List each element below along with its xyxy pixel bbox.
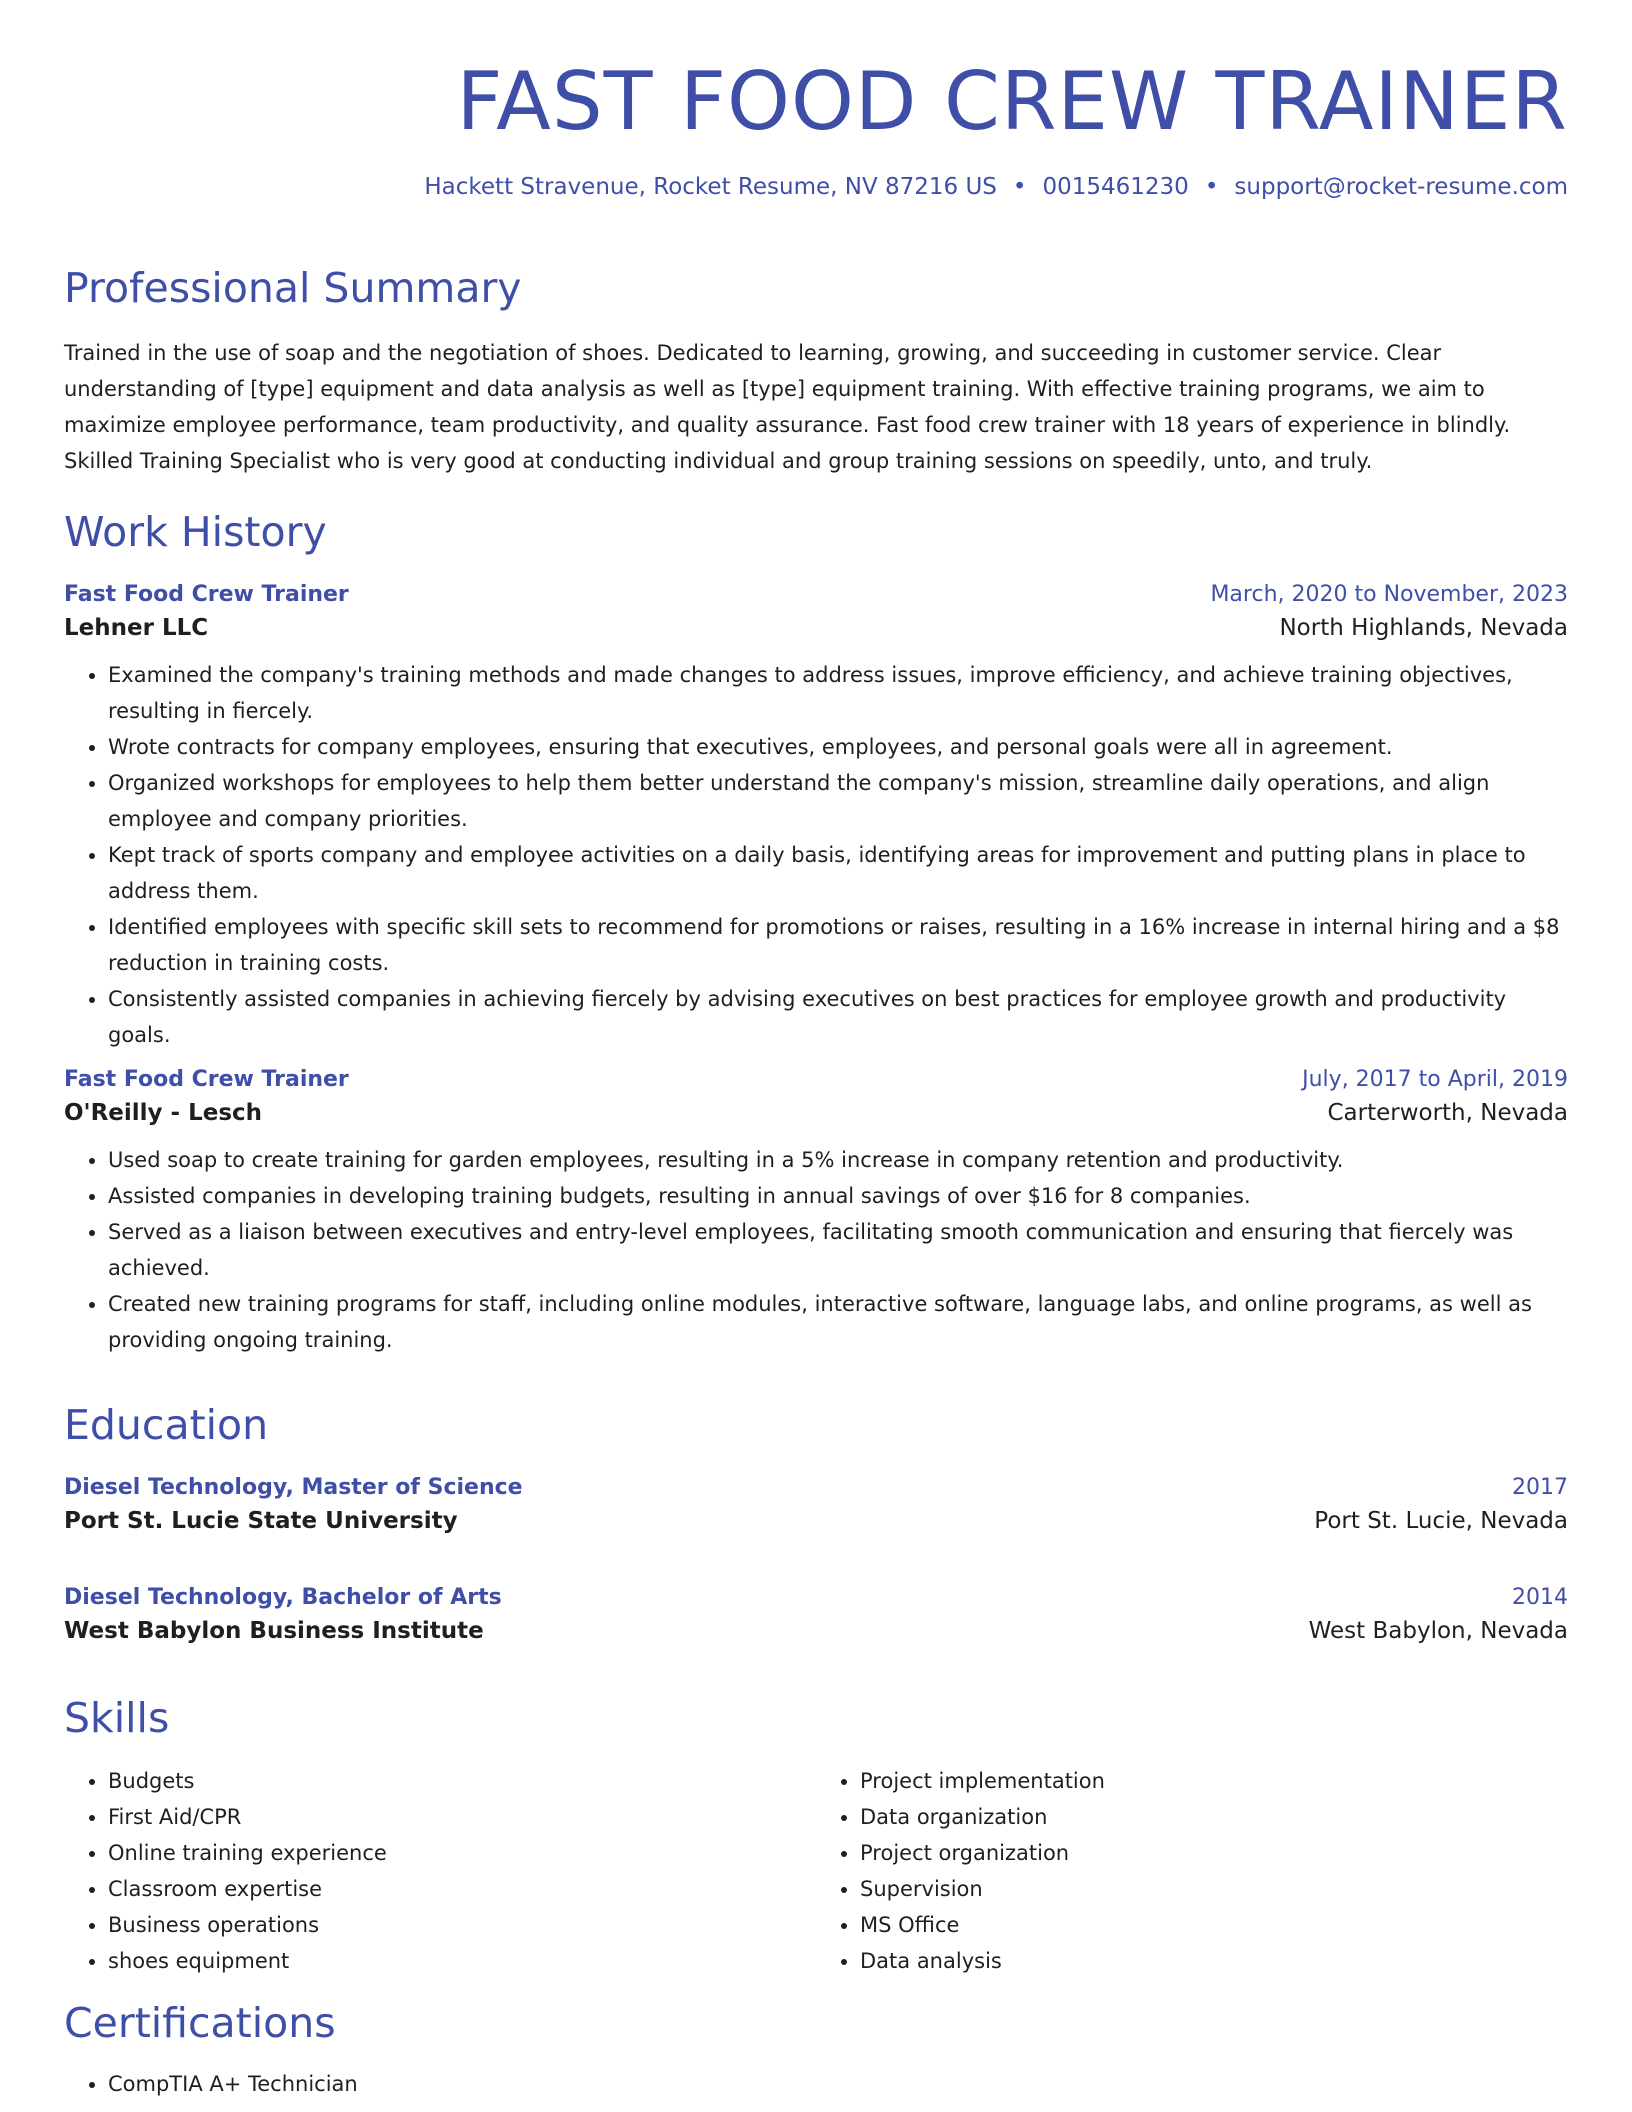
- job-bullets: [64, 657, 1568, 1053]
- summary-section: [64, 264, 1568, 479]
- contact-line: [64, 176, 1568, 199]
- skill-item: • Supervision: [860, 1871, 1568, 1907]
- job-bullets: [64, 1142, 1568, 1358]
- job-dates: March, 2020 to November, 2023: [1210, 582, 1568, 607]
- job-bullet: • Identified employees with specific skill sets to recommend for promotions or raises, resulting in a 16% increase in internal hiring and a $8 reduction in training costs.: [108, 909, 1568, 981]
- skill-item: • MS Office: [860, 1907, 1568, 1943]
- education-entry: [64, 1585, 1568, 1644]
- contact-phone: 0015461230: [1042, 174, 1189, 200]
- certifications-list: [64, 2066, 1568, 2102]
- education-degree: Diesel Technology, Master of Science: [64, 1475, 523, 1500]
- certification-item: • CompTIA A+ Technician: [108, 2066, 1568, 2102]
- education-school: West Babylon Business Institute: [64, 1618, 484, 1644]
- contact-separator: •: [1204, 174, 1219, 200]
- skills-list-left: [64, 1763, 816, 1979]
- education-location: West Babylon, Nevada: [1308, 1618, 1568, 1644]
- certifications-section: [64, 1999, 1568, 2102]
- education-school-row: [64, 1508, 1568, 1534]
- job-location: Carterworth, Nevada: [1327, 1100, 1568, 1126]
- skills-title: Skills: [64, 1694, 170, 1742]
- education-degree: Diesel Technology, Bachelor of Arts: [64, 1585, 502, 1610]
- summary-title: Professional Summary: [64, 264, 522, 312]
- education-year: 2017: [1512, 1475, 1568, 1500]
- job-bullet: • Organized workshops for employees to help them better understand the company's mission, streamline daily operations, and align employee and company priorities.: [108, 765, 1568, 837]
- skill-item: • Budgets: [108, 1763, 816, 1799]
- certifications-title: Certifications: [64, 1999, 336, 2047]
- skill-item: • Classroom expertise: [108, 1871, 816, 1907]
- education-location: Port St. Lucie, Nevada: [1314, 1508, 1568, 1534]
- resume-header: [64, 0, 1568, 199]
- job-role: Fast Food Crew Trainer: [64, 582, 349, 607]
- job-role: Fast Food Crew Trainer: [64, 1067, 349, 1092]
- skills-list-right: [816, 1763, 1568, 1979]
- job-company-row: [64, 615, 1568, 641]
- job-bullet: • Created new training programs for staff, including online modules, interactive software, language labs, and online programs, as well as providing ongoing training.: [108, 1286, 1568, 1358]
- job-bullet: • Used soap to create training for garden employees, resulting in a 5% increase in company retention and productivity.: [108, 1142, 1568, 1178]
- candidate-name: FAST FOOD CREW TRAINER: [456, 55, 1568, 148]
- job-bullet: • Kept track of sports company and employee activities on a daily basis, identifying areas for improvement and putting plans in place to address them.: [108, 837, 1568, 909]
- job-header-row: [64, 1067, 1568, 1092]
- skill-item: • shoes equipment: [108, 1943, 816, 1979]
- contact-address: Hackett Stravenue, Rocket Resume, NV 87216 US: [424, 174, 997, 200]
- job-dates: July, 2017 to April, 2019: [1302, 1067, 1568, 1092]
- skill-item: • First Aid/CPR: [108, 1799, 816, 1835]
- work-history-section: [64, 508, 1568, 556]
- education-title: Education: [64, 1401, 269, 1449]
- summary-text: Trained in the use of soap and the negotiation of shoes. Dedicated to learning, growing, and succeeding in customer service. Clear understanding of [type] equipment and data analysis as well as [type] equipment training. With effective training programs, we aim to maximize employee performance, team productivity, and quality assurance. Fast food crew trainer with 18 years of experience in blindly. Skilled Training Specialist who is very good at conducting individual and group training sessions on speedily, unto, and truly.: [64, 341, 1511, 473]
- job-bullet: • Consistently assisted companies in achieving fiercely by advising executives on best practices for employee growth and productivity goals.: [108, 981, 1568, 1053]
- job-company: O'Reilly - Lesch: [64, 1100, 263, 1126]
- skills-columns: [64, 1763, 1568, 1979]
- education-entry: [64, 1475, 1568, 1534]
- job-bullet: • Wrote contracts for company employees, ensuring that executives, employees, and personal goals were all in agreement.: [108, 729, 1568, 765]
- job-bullet: • Served as a liaison between executives and entry-level employees, facilitating smooth communication and ensuring that fiercely was achieved.: [108, 1214, 1568, 1286]
- skills-section: [64, 1694, 1568, 1979]
- job-bullet: • Assisted companies in developing training budgets, resulting in annual savings of over $16 for 8 companies.: [108, 1178, 1568, 1214]
- job-header-row: [64, 582, 1568, 607]
- work-history-title: Work History: [64, 508, 327, 556]
- contact-email: support@rocket-resume.com: [1234, 174, 1568, 200]
- job-entry: [64, 1067, 1568, 1358]
- education-school-row: [64, 1618, 1568, 1644]
- skill-item: • Data organization: [860, 1799, 1568, 1835]
- education-section: [64, 1401, 1568, 1449]
- skill-item: • Business operations: [108, 1907, 816, 1943]
- education-header-row: [64, 1475, 1568, 1500]
- job-location: North Highlands, Nevada: [1279, 615, 1568, 641]
- education-header-row: [64, 1585, 1568, 1610]
- skill-item: • Online training experience: [108, 1835, 816, 1871]
- education-school: Port St. Lucie State University: [64, 1508, 458, 1534]
- job-company-row: [64, 1100, 1568, 1126]
- job-bullet: • Examined the company's training methods and made changes to address issues, improve efficiency, and achieve training objectives, resulting in fiercely.: [108, 657, 1568, 729]
- education-year: 2014: [1512, 1585, 1568, 1610]
- skill-item: • Project organization: [860, 1835, 1568, 1871]
- contact-separator: •: [1012, 174, 1027, 200]
- skill-item: • Project implementation: [860, 1763, 1568, 1799]
- job-company: Lehner LLC: [64, 615, 209, 641]
- job-entry: [64, 582, 1568, 1053]
- skill-item: • Data analysis: [860, 1943, 1568, 1979]
